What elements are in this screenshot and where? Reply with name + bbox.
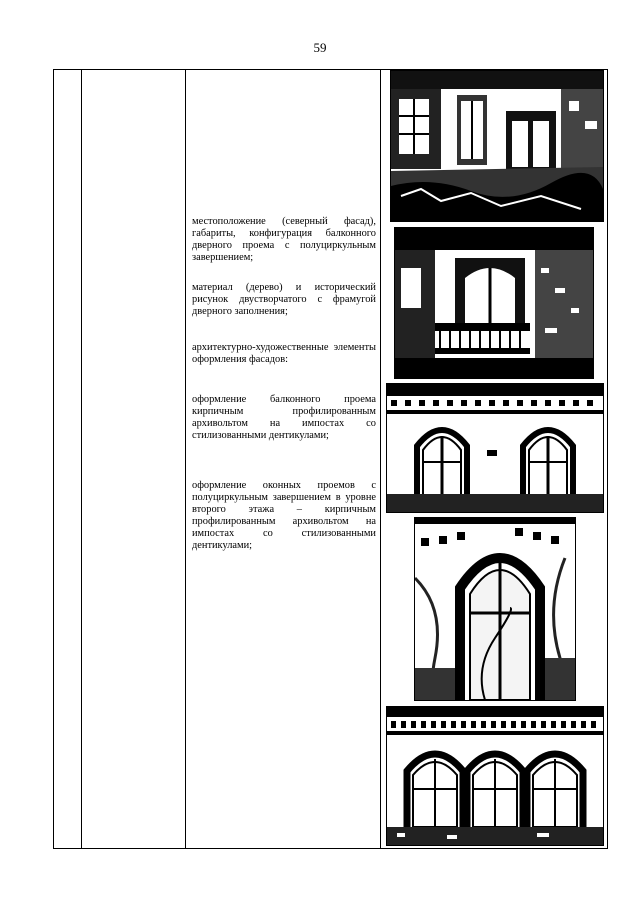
paragraph: местоположение (северный фасад), габариты, конфигурация балконного дверного проема с полуциркульным завершением;	[192, 216, 376, 263]
column-divider-2	[185, 70, 186, 848]
paragraph: материал (дерево) и исторический рисунок двустворчатого с фрамугой дверного заполнения;	[192, 282, 376, 317]
column-divider-3	[380, 70, 381, 848]
paragraph: оформление оконных проемов с полуциркульным завершением в уровне второго этажа – кирпичным профилированным архивольтом на импостах со стилизованными дентикулами;	[192, 480, 376, 551]
text-block-location	[192, 216, 376, 264]
text-block-elements	[192, 342, 376, 366]
arched-openings-photo	[386, 383, 604, 513]
monument-table	[53, 69, 608, 849]
text-block-material	[192, 282, 376, 318]
column-divider-1	[81, 70, 82, 848]
balcony-photo	[394, 227, 594, 379]
paragraph: архитектурно-художественные элементы оформления фасадов:	[192, 342, 376, 365]
triple-arched-windows-photo	[386, 706, 604, 846]
text-block-window-decoration	[192, 480, 376, 552]
arched-window-photo	[414, 517, 576, 701]
facade-doorway-photo	[390, 70, 604, 222]
paragraph: оформление балконного проема кирпичным профилированным архивольтом на импостах со стилизованными дентикулами;	[192, 394, 376, 441]
page-number: 59	[313, 40, 327, 55]
text-block-balcony-decoration	[192, 394, 376, 442]
